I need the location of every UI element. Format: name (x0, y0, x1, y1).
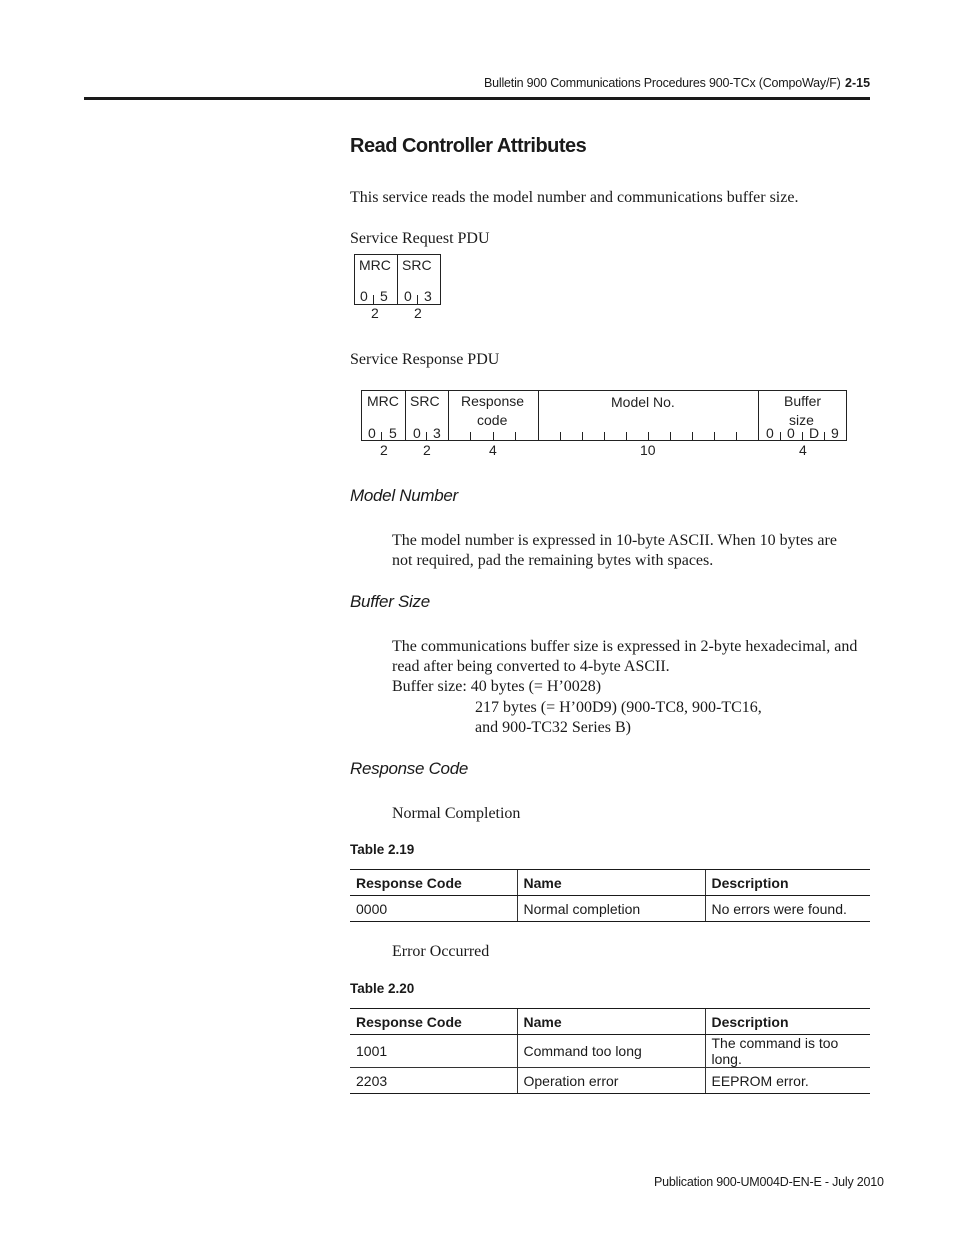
running-header: Bulletin 900 Communications Procedures 900-TCx (CompoWay/F) (484, 76, 841, 90)
digit-tick (582, 432, 583, 441)
response-mrc-digit-2: 5 (389, 425, 397, 441)
digit-tick (780, 432, 781, 441)
request-pdu-diagram (354, 254, 441, 305)
digit-tick (493, 432, 494, 441)
cell-response-code: 2203 (350, 1068, 517, 1094)
digit-tick (714, 432, 715, 441)
response-pdu-label: Service Response PDU (350, 351, 500, 368)
table-header-row (350, 1009, 870, 1035)
table-2-20 (350, 1008, 870, 1094)
response-pdu-diagram (361, 390, 847, 441)
col-header-name: Name (517, 870, 705, 896)
cell-name: Command too long (517, 1035, 705, 1068)
buffer-size-heading: Buffer Size (350, 592, 430, 611)
response-mrc-digit-1: 0 (368, 425, 376, 441)
col-header-description: Description (705, 870, 870, 896)
digit-tick (604, 432, 605, 441)
model-number-heading: Model Number (350, 486, 458, 505)
buffer-digit-1: 0 (766, 425, 774, 441)
request-mrc-digit-2: 5 (380, 288, 388, 304)
digit-tick (692, 432, 693, 441)
table-header-row (350, 870, 870, 896)
response-src-digit-2: 3 (433, 425, 441, 441)
col-header-response-code: Response Code (350, 1009, 517, 1035)
cell-description: The command is too long. (705, 1035, 870, 1068)
digit-tick (670, 432, 671, 441)
buffer-size-label-2: size (789, 412, 814, 428)
header-rule (84, 97, 870, 100)
digit-tick (426, 432, 427, 441)
request-src-digit-2: 3 (424, 288, 432, 304)
model-number-text-1: The model number is expressed in 10-byte ASCII. When 10 bytes are (392, 532, 837, 549)
table-2-20-caption: Table 2.20 (350, 981, 415, 996)
pdu-divider (397, 255, 398, 304)
table-2-19 (350, 869, 870, 922)
table-2-19-caption: Table 2.19 (350, 842, 415, 857)
buffer-digit-2: 0 (787, 425, 795, 441)
request-mrc-digit-1: 0 (360, 288, 368, 304)
digit-tick (515, 432, 516, 441)
section-title: Read Controller Attributes (350, 135, 587, 157)
digit-tick (381, 432, 382, 441)
error-occurred-label: Error Occurred (392, 943, 490, 960)
model-number-text-2: not required, pad the remaining bytes with spaces. (392, 552, 714, 569)
response-code-heading: Response Code (350, 759, 469, 778)
digit-tick (560, 432, 561, 441)
col-header-name: Name (517, 1009, 705, 1035)
table-row (350, 1068, 870, 1094)
digit-tick (470, 432, 471, 441)
buffer-size-text-2: read after being converted to 4-byte ASCII. (392, 658, 670, 675)
request-pdu-label: Service Request PDU (350, 230, 490, 247)
pdu-divider (448, 391, 449, 440)
buffer-size-text-5: and 900-TC32 Series B) (475, 719, 631, 736)
request-mrc-bytes: 2 (371, 305, 379, 321)
response-code-label-2: code (477, 412, 508, 428)
table-row (350, 1035, 870, 1068)
digit-tick (824, 432, 825, 441)
buffer-size-text-4: 217 bytes (= H’00D9) (900-TC8, 900-TC16, (475, 699, 762, 716)
response-src-digit-1: 0 (413, 425, 421, 441)
col-header-response-code: Response Code (350, 870, 517, 896)
cell-description: EEPROM error. (705, 1068, 870, 1094)
pdu-divider (538, 391, 539, 440)
pdu-divider (405, 391, 406, 440)
pdu-divider (758, 391, 759, 440)
cell-name: Operation error (517, 1068, 705, 1094)
buffer-digit-4: 9 (831, 425, 839, 441)
digit-tick (736, 432, 737, 441)
normal-completion-label: Normal Completion (392, 805, 521, 822)
cell-description: No errors were found. (705, 896, 870, 922)
request-src-digit-1: 0 (404, 288, 412, 304)
request-mrc-label: MRC (359, 257, 391, 273)
response-code-bytes: 4 (489, 442, 497, 458)
response-mrc-bytes: 2 (380, 442, 388, 458)
digit-tick (373, 295, 374, 304)
digit-tick (417, 295, 418, 304)
col-header-description: Description (705, 1009, 870, 1035)
buffer-size-bytes: 4 (799, 442, 807, 458)
buffer-size-label-1: Buffer (784, 393, 822, 409)
footer-publication: Publication 900-UM004D-EN-E - July 2010 (654, 1175, 884, 1189)
buffer-size-text-3: Buffer size: 40 bytes (= H’0028) (392, 678, 602, 695)
request-src-bytes: 2 (414, 305, 422, 321)
cell-response-code: 0000 (350, 896, 517, 922)
digit-tick (802, 432, 803, 441)
response-src-label: SRC (410, 393, 440, 409)
page-number: 2-15 (845, 76, 871, 90)
cell-name: Normal completion (517, 896, 705, 922)
intro-text: This service reads the model number and communications buffer size. (350, 189, 799, 206)
buffer-size-text-1: The communications buffer size is expressed in 2-byte hexadecimal, and (392, 638, 858, 655)
model-no-label: Model No. (611, 394, 675, 410)
response-mrc-label: MRC (367, 393, 399, 409)
response-code-label-1: Response (461, 393, 525, 409)
response-src-bytes: 2 (423, 442, 431, 458)
model-no-bytes: 10 (640, 442, 656, 458)
digit-tick (626, 432, 627, 441)
cell-response-code: 1001 (350, 1035, 517, 1068)
table-row (350, 896, 870, 922)
digit-tick (648, 432, 649, 441)
buffer-digit-3: D (809, 425, 820, 441)
request-src-label: SRC (402, 257, 432, 273)
